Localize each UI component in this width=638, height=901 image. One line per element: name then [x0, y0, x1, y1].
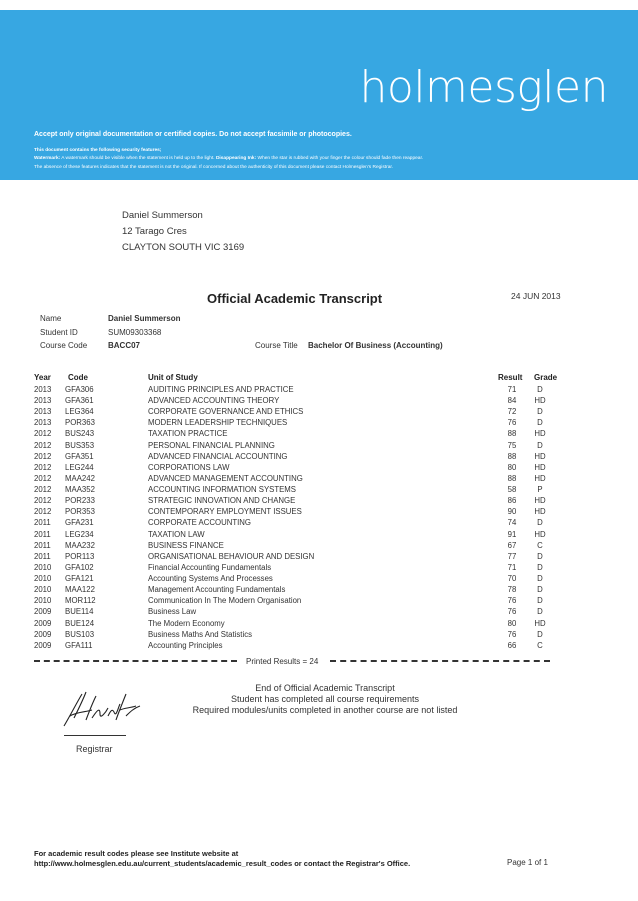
cell-unit: CORPORATIONS LAW [148, 462, 230, 472]
address-street: 12 Tarago Cres [122, 226, 187, 237]
cell-result: 74 [507, 518, 517, 528]
table-row [0, 530, 638, 541]
footer-line-2: http://www.holmesglen.edu.au/current_students/academic_result_codes or contact the Registrar's Office. [34, 859, 411, 868]
accept-notice: Accept only original documentation or certified copies. Do not accept facsimile or photocopies. [34, 131, 352, 138]
cell-result: 90 [507, 507, 517, 517]
cell-code: BUS353 [65, 440, 95, 450]
issue-date: 24 JUN 2013 [511, 291, 561, 301]
cell-year: 2009 [34, 629, 52, 639]
course-title-value: Bachelor Of Business (Accounting) [308, 341, 443, 350]
cell-code: BUE114 [65, 607, 94, 617]
cell-year: 2012 [34, 451, 52, 461]
cell-grade: C [537, 640, 543, 650]
cell-unit: ACCOUNTING INFORMATION SYSTEMS [148, 485, 296, 495]
table-row [0, 574, 638, 585]
cell-grade: D [537, 440, 543, 450]
student-id-value: SUM09303368 [108, 328, 162, 337]
cell-unit: Management Accounting Fundamentals [148, 585, 286, 595]
table-row [0, 607, 638, 618]
cell-code: MAA232 [65, 540, 95, 550]
cell-grade: HD [534, 529, 546, 539]
cell-grade: D [537, 551, 543, 561]
table-row [0, 641, 638, 652]
name-value: Daniel Summerson [108, 314, 181, 323]
cell-unit: STRATEGIC INNOVATION AND CHANGE [148, 496, 296, 506]
end-line-3: Required modules/units completed in another course are not listed [192, 705, 458, 715]
cell-code: LEG364 [65, 407, 94, 417]
holmesglen-logo: holmesglen [359, 62, 608, 113]
header-banner [0, 10, 638, 180]
cell-year: 2010 [34, 596, 52, 606]
cell-year: 2011 [34, 518, 51, 528]
cell-year: 2011 [34, 540, 51, 550]
cell-grade: D [537, 385, 543, 394]
cell-grade: HD [534, 618, 546, 628]
cell-year: 2012 [34, 507, 52, 517]
cell-year: 2013 [34, 418, 52, 428]
table-row [0, 441, 638, 452]
cell-result: 76 [507, 607, 517, 617]
cell-code: LEG234 [65, 529, 94, 539]
cell-grade: HD [534, 473, 546, 483]
cell-code: MAA242 [65, 473, 95, 483]
cell-result: 76 [507, 418, 517, 428]
cell-code: BUS243 [65, 429, 95, 439]
table-row [0, 407, 638, 418]
cell-grade: D [537, 629, 543, 639]
course-code-value: BACC07 [108, 341, 141, 350]
table-row [0, 596, 638, 607]
table-row [0, 485, 638, 496]
cell-code: GFA306 [65, 385, 94, 394]
cell-result: 91 [507, 529, 517, 539]
cell-result: 76 [507, 596, 517, 606]
cell-grade: D [537, 596, 543, 606]
header-result: Result [498, 373, 523, 382]
cell-year: 2009 [34, 607, 52, 617]
cell-unit: Financial Accounting Fundamentals [148, 562, 272, 572]
cell-year: 2012 [34, 429, 52, 439]
table-row [0, 474, 638, 485]
cell-result: 88 [507, 451, 517, 461]
cell-grade: HD [534, 496, 546, 506]
cell-unit: ADVANCED MANAGEMENT ACCOUNTING [148, 473, 303, 483]
cell-grade: C [537, 540, 543, 550]
table-row [0, 507, 638, 518]
cell-code: GFA361 [65, 396, 94, 406]
separator-right [330, 660, 550, 662]
course-code-label: Course Code [40, 341, 88, 350]
cell-code: GFA231 [65, 518, 94, 528]
registrar-signature [56, 686, 146, 736]
header-grade: Grade [534, 373, 558, 382]
cell-unit: Business Law [148, 607, 197, 617]
address-city: CLAYTON SOUTH VIC 3169 [122, 242, 245, 253]
cell-result: 76 [507, 629, 517, 639]
course-title-label: Course Title [255, 341, 298, 350]
student-id-label: Student ID [40, 328, 78, 337]
registrar-label: Registrar [76, 744, 113, 754]
cell-grade: D [537, 585, 543, 595]
cell-result: 70 [507, 574, 517, 584]
cell-unit: CONTEMPORARY EMPLOYMENT ISSUES [148, 507, 302, 517]
cell-unit: BUSINESS FINANCE [148, 540, 224, 550]
cell-grade: HD [534, 462, 546, 472]
cell-result: 80 [507, 462, 517, 472]
cell-year: 2010 [34, 574, 52, 584]
header-year: Year [34, 373, 51, 382]
cell-unit: CORPORATE GOVERNANCE AND ETHICS [148, 407, 304, 417]
header-code: Code [68, 373, 88, 382]
cell-grade: HD [534, 396, 546, 406]
separator-left [34, 660, 237, 662]
recipient-address [122, 208, 244, 256]
footer-line-1: For academic result codes please see Institute website at [34, 849, 239, 858]
table-row [0, 496, 638, 507]
table-row [0, 418, 638, 429]
cell-grade: D [537, 562, 543, 572]
cell-year: 2013 [34, 396, 52, 406]
cell-result: 58 [507, 485, 517, 495]
cell-result: 71 [507, 385, 517, 394]
cell-code: BUE124 [65, 618, 95, 628]
cell-result: 88 [507, 473, 517, 483]
name-label: Name [40, 314, 62, 323]
cell-result: 75 [507, 440, 517, 450]
cell-year: 2009 [34, 618, 52, 628]
table-row [0, 396, 638, 407]
cell-grade: D [537, 574, 543, 584]
cell-unit: TAXATION PRACTICE [148, 429, 228, 439]
cell-grade: D [537, 607, 543, 617]
cell-code: GFA121 [65, 574, 94, 584]
cell-code: GFA102 [65, 562, 94, 572]
signature-line [64, 735, 126, 736]
cell-year: 2012 [34, 485, 52, 495]
end-line-2: Student has completed all course requirements [230, 694, 420, 704]
cell-result: 67 [507, 540, 517, 550]
cell-year: 2012 [34, 440, 52, 450]
cell-grade: D [537, 418, 543, 428]
table-row [0, 452, 638, 463]
cell-year: 2011 [34, 551, 51, 561]
cell-year: 2011 [34, 529, 51, 539]
cell-grade: D [537, 407, 543, 417]
security-absence-notice: The absence of these features indicates that the statement is not the original. If concerned about the authenticity of this document please contact Holmesglen's Registrar. [34, 165, 394, 170]
cell-code: POR113 [65, 551, 95, 561]
cell-code: POR353 [65, 507, 95, 517]
cell-result: 72 [507, 407, 517, 417]
table-row [0, 429, 638, 440]
cell-unit: Accounting Principles [148, 640, 223, 650]
cell-year: 2012 [34, 462, 52, 472]
cell-code: POR363 [65, 418, 95, 428]
cell-unit: Accounting Systems And Processes [148, 574, 273, 584]
cell-result: 84 [507, 396, 517, 406]
cell-grade: D [537, 518, 543, 528]
cell-result: 66 [507, 640, 517, 650]
header-unit: Unit of Study [148, 373, 198, 382]
cell-code: LEG244 [65, 462, 94, 472]
cell-result: 88 [507, 429, 517, 439]
cell-unit: ADVANCED ACCOUNTING THEORY [148, 396, 280, 406]
cell-unit: ORGANISATIONAL BEHAVIOUR AND DESIGN [148, 551, 315, 561]
cell-grade: HD [534, 507, 546, 517]
end-line-1: End of Official Academic Transcript [255, 683, 395, 693]
cell-year: 2009 [34, 640, 52, 650]
cell-code: MOR112 [65, 596, 96, 606]
cell-unit: MODERN LEADERSHIP TECHNIQUES [148, 418, 288, 428]
cell-year: 2013 [34, 385, 52, 394]
printed-results: Printed Results = 24 [246, 657, 319, 666]
cell-result: 78 [507, 585, 517, 595]
table-row [0, 563, 638, 574]
cell-code: GFA351 [65, 451, 94, 461]
cell-code: BUS103 [65, 629, 95, 639]
cell-grade: HD [534, 451, 546, 461]
table-row [0, 619, 638, 630]
cell-unit: AUDITING PRINCIPLES AND PRACTICE [148, 385, 294, 394]
table-row [0, 541, 638, 552]
cell-grade: P [537, 485, 543, 495]
cell-code: GFA111 [65, 640, 93, 650]
cell-code: MAA352 [65, 485, 95, 495]
cell-code: POR233 [65, 496, 95, 506]
table-row [0, 518, 638, 529]
page-number: Page 1 of 1 [507, 858, 548, 867]
cell-unit: ADVANCED FINANCIAL ACCOUNTING [148, 451, 288, 461]
table-row [0, 463, 638, 474]
cell-unit: CORPORATE ACCOUNTING [148, 518, 251, 528]
cell-result: 71 [507, 562, 517, 572]
table-row [0, 630, 638, 641]
address-name: Daniel Summerson [122, 210, 203, 221]
cell-result: 86 [507, 496, 517, 506]
cell-unit: Communication In The Modern Organisation [148, 596, 302, 606]
cell-year: 2010 [34, 562, 52, 572]
cell-unit: The Modern Economy [148, 618, 225, 628]
cell-result: 80 [507, 618, 517, 628]
cell-year: 2013 [34, 407, 52, 417]
table-row [0, 385, 638, 396]
cell-code: MAA122 [65, 585, 95, 595]
security-features: Watermark: A watermark should be visible when the statement is held up to the light. Disappearing Ink: When the star is rubbed with your finger the colour should fade then reappear. [34, 156, 424, 161]
security-title: This document contains the following security features; [34, 148, 162, 153]
cell-grade: HD [534, 429, 546, 439]
cell-unit: PERSONAL FINANCIAL PLANNING [148, 440, 275, 450]
cell-result: 77 [507, 551, 517, 561]
cell-year: 2010 [34, 585, 52, 595]
table-row [0, 552, 638, 563]
table-row [0, 585, 638, 596]
cell-year: 2012 [34, 473, 52, 483]
cell-unit: TAXATION LAW [148, 529, 205, 539]
cell-unit: Business Maths And Statistics [148, 629, 253, 639]
cell-year: 2012 [34, 496, 52, 506]
page-title: Official Academic Transcript [207, 291, 383, 306]
